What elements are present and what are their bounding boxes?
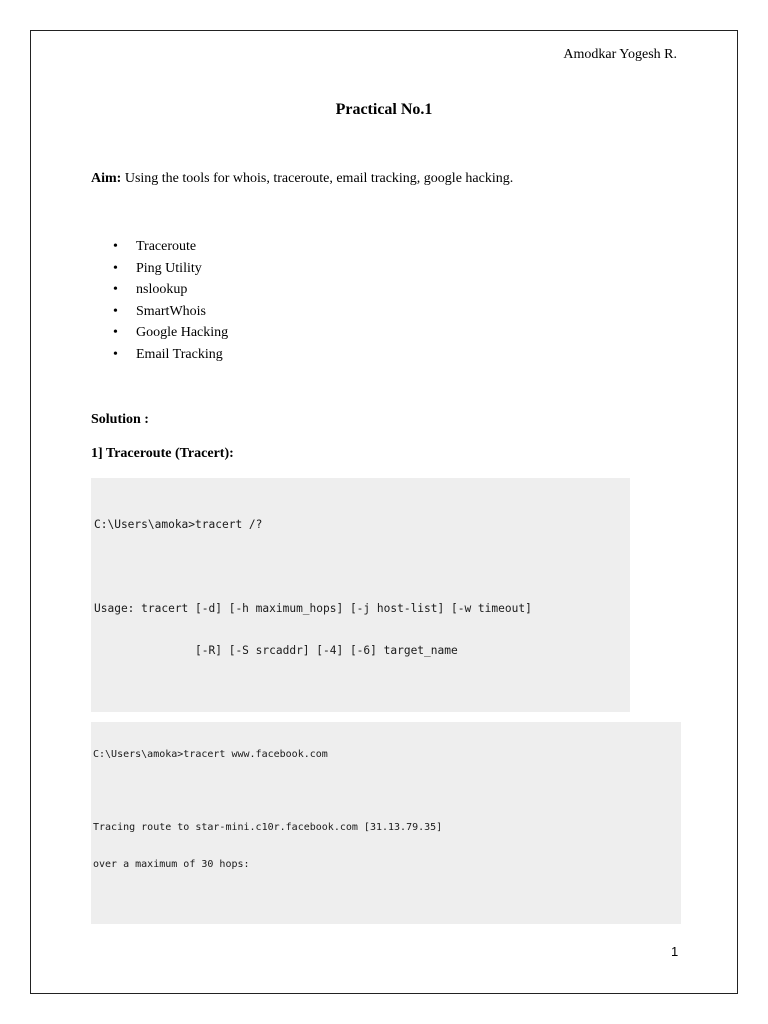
console-line: C:\Users\amoka>tracert www.facebook.com	[93, 749, 328, 760]
list-item: • Email Tracking	[91, 344, 228, 366]
list-item: • nslookup	[91, 279, 228, 301]
console-line	[93, 785, 681, 800]
console-line	[94, 685, 630, 701]
tools-list	[91, 236, 228, 365]
console-line: Usage: tracert [-d] [-h maximum_hops] [-j host-list] [-w timeout]	[94, 601, 532, 615]
console-line	[93, 894, 681, 909]
console-line: over a maximum of 30 hops:	[93, 858, 250, 870]
page-title: Practical No.1	[335, 101, 433, 118]
list-item: • Traceroute	[91, 236, 228, 258]
console-screenshot-tracert-help	[91, 478, 630, 712]
list-item: • Google Hacking	[91, 322, 228, 344]
aim-paragraph	[91, 171, 513, 187]
console-screenshot-tracert-facebook	[91, 722, 681, 924]
console-line: C:\Users\amoka>tracert /?	[94, 518, 263, 531]
console-line: [-R] [-S srcaddr] [-4] [-6] target_name	[94, 643, 458, 657]
page-number: 1	[671, 944, 679, 959]
section-heading-traceroute: 1] Traceroute (Tracert):	[91, 446, 234, 461]
list-item: • Ping Utility	[91, 258, 228, 280]
console-line: Tracing route to star-mini.c10r.facebook.com [31.13.79.35]	[93, 822, 443, 833]
bullet-icon: •	[113, 346, 118, 362]
bullet-icon: •	[113, 303, 118, 319]
bullet-icon: •	[113, 239, 118, 254]
author-name: Amodkar Yogesh R.	[563, 47, 677, 62]
bullet-icon: •	[113, 282, 118, 297]
bullet-icon: •	[113, 260, 118, 276]
console-line	[94, 559, 630, 575]
list-item: • SmartWhois	[91, 301, 228, 323]
solution-heading: Solution :	[91, 412, 149, 427]
bullet-icon: •	[113, 325, 118, 340]
aim-text: Using the tools for whois, traceroute, email tracking, google hacking.	[121, 171, 514, 186]
aim-label: Aim:	[91, 171, 122, 186]
